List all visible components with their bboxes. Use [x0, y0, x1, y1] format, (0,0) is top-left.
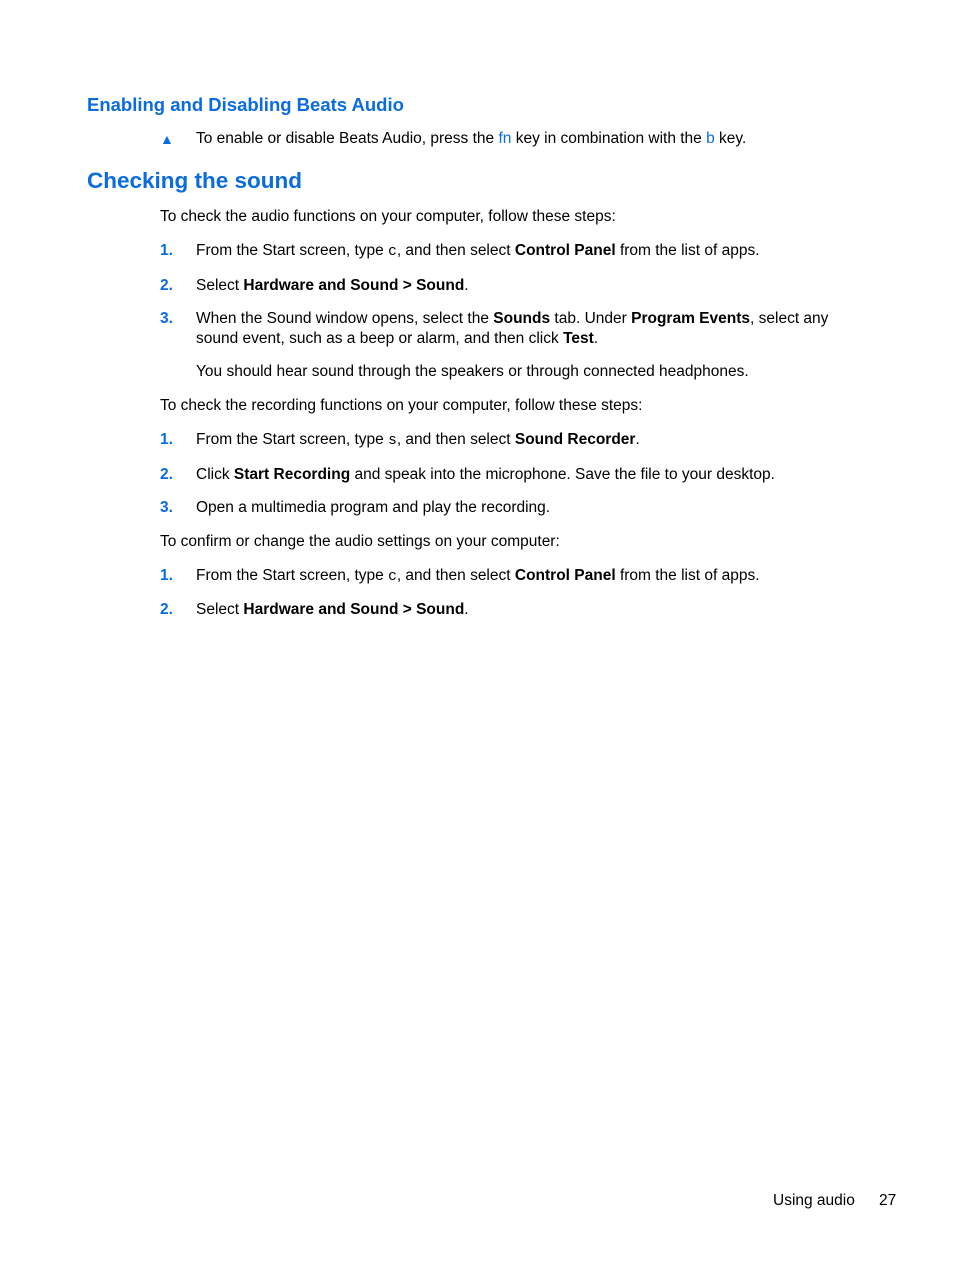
step-number: 3. [160, 499, 173, 516]
section-subheading: Enabling and Disabling Beats Audio [87, 94, 404, 115]
step-text: When the Sound window opens, select the Sounds tab. Under Program Events, select any [196, 310, 829, 327]
triangle-bullet-icon: ▲ [160, 131, 174, 147]
step-text: Select Hardware and Sound > Sound. [196, 601, 469, 618]
intro-audio-check: To check the audio functions on your computer, follow these steps: [160, 208, 616, 225]
main-heading: Checking the sound [87, 168, 303, 193]
step-number: 1. [160, 431, 173, 448]
footer-section-title: Using audio [773, 1192, 855, 1209]
step-text: From the Start screen, type c, and then select Control Panel from the list of apps. [196, 242, 760, 260]
step-note: You should hear sound through the speakers or through connected headphones. [196, 363, 749, 380]
step-number: 2. [160, 466, 173, 483]
step-text: Click Start Recording and speak into the microphone. Save the file to your desktop. [196, 466, 775, 483]
step-number: 3. [160, 310, 173, 327]
step-text: From the Start screen, type s, and then select Sound Recorder. [196, 431, 640, 449]
beats-audio-instruction: To enable or disable Beats Audio, press the fn key in combination with the b key. [196, 130, 747, 147]
footer-page-number: 27 [879, 1192, 897, 1209]
step-text-continued: sound event, such as a beep or alarm, and then click Test. [196, 330, 599, 347]
fn-key: fn [498, 130, 512, 147]
step-text: From the Start screen, type c, and then select Control Panel from the list of apps. [196, 567, 760, 585]
intro-audio-settings: To confirm or change the audio settings on your computer: [160, 533, 560, 550]
b-key: b [706, 130, 715, 147]
intro-recording-check: To check the recording functions on your computer, follow these steps: [160, 397, 643, 414]
step-number: 2. [160, 601, 173, 618]
step-text: Select Hardware and Sound > Sound. [196, 277, 469, 294]
step-number: 1. [160, 242, 173, 259]
step-text: Open a multimedia program and play the recording. [196, 499, 551, 516]
step-number: 1. [160, 567, 173, 584]
step-number: 2. [160, 277, 173, 294]
